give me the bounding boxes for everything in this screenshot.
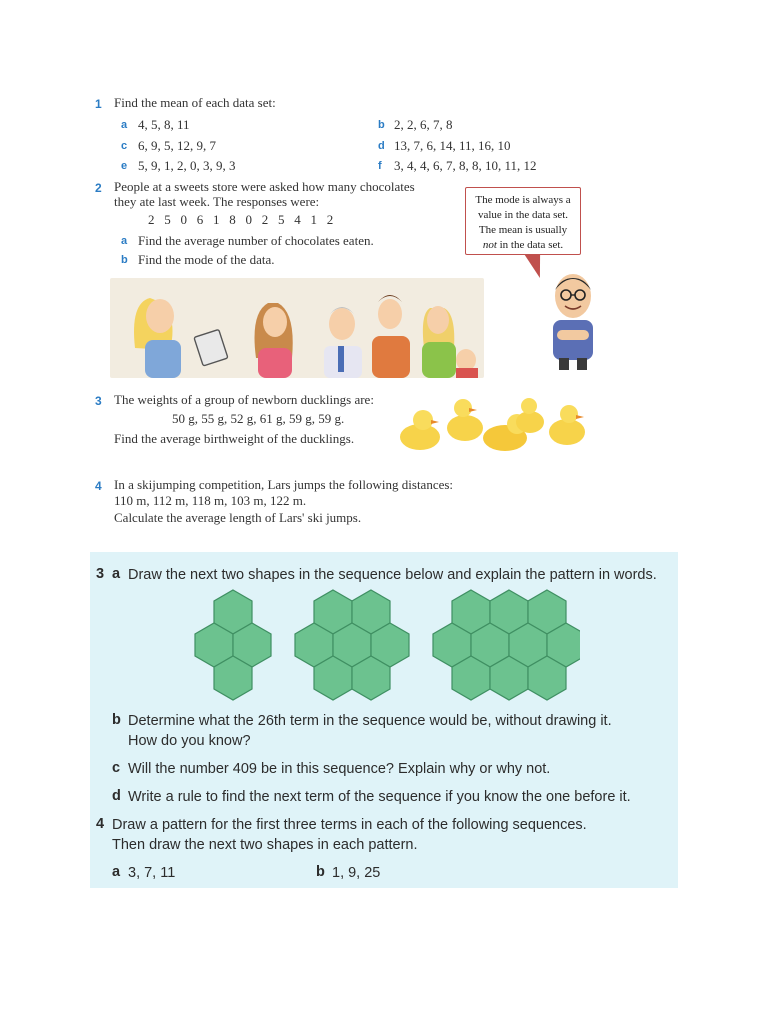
bubble-line2: value in the data set. [477, 209, 569, 221]
hexagon-shape-1 [195, 590, 271, 700]
ducklings-illustration [395, 392, 590, 454]
q1-c-text: 6, 9, 5, 12, 9, 7 [138, 138, 216, 153]
q1-b-text: 2, 2, 6, 7, 8 [394, 117, 453, 132]
panel-q3-a-text: Draw the next two shapes in the sequence below and explain the pattern in words. [128, 567, 657, 583]
panel-q3-a-letter: a [112, 566, 121, 582]
people-drawing [110, 278, 484, 378]
panel-q4-line1: Draw a pattern for the first three terms in each of the following sequences. [112, 817, 587, 833]
panel-q3-number: 3 [96, 566, 105, 582]
panel-q3-d-letter: d [112, 788, 121, 804]
hexagon-sequence [190, 588, 580, 708]
q2-b-text: Find the mode of the data. [138, 252, 275, 267]
q2-number: 2 [95, 181, 102, 195]
q1-d-text: 13, 7, 6, 14, 11, 16, 10 [394, 138, 511, 153]
hexagon-shape-3 [433, 590, 580, 700]
q2-b-letter: b [121, 254, 128, 266]
q1-b-letter: b [378, 119, 385, 131]
q3-line1: The weights of a group of newborn ducklings are: [114, 392, 374, 407]
q3-line3: Find the average birthweight of the ducklings. [114, 431, 355, 446]
q1-a-text: 4, 5, 8, 11 [138, 117, 190, 132]
panel-q3-b-line2: How do you know? [128, 733, 251, 749]
hexagon-shape-2 [295, 590, 409, 700]
panel-q3-c-text: Will the number 409 be in this sequence? Explain why or why not. [128, 761, 551, 777]
panel-q4-b-text: 1, 9, 25 [332, 865, 381, 881]
panel-q3-d-text: Write a rule to find the next term of the sequence if you know the one before it. [128, 789, 631, 805]
bubble-line4 [466, 238, 580, 253]
bubble-line4-rest: in the data set. [496, 239, 564, 251]
sequence-exercise-panel [90, 552, 678, 888]
q2-line2: they ate last week. The responses were: [114, 194, 320, 209]
q4-line1: In a skijumping competition, Lars jumps the following distances: [114, 477, 454, 492]
q1-prompt: Find the mean of each data set: [114, 95, 276, 110]
q4-number: 4 [95, 479, 102, 493]
q1-f-letter: f [378, 160, 382, 172]
panel-q3-b-letter: b [112, 712, 121, 728]
people-illustration [110, 278, 484, 378]
panel-q3-c-letter: c [112, 760, 121, 776]
panel-q4-number: 4 [96, 816, 105, 832]
speech-bubble [465, 187, 581, 255]
cartoon-boy-illustration [545, 268, 601, 372]
q1-e-text: 5, 9, 1, 2, 0, 3, 9, 3 [138, 158, 236, 173]
q4-line2: 110 m, 112 m, 118 m, 103 m, 122 m. [114, 493, 307, 508]
q1-f-text: 3, 4, 4, 6, 7, 8, 8, 10, 11, 12 [394, 158, 537, 173]
q1-number: 1 [95, 97, 102, 111]
panel-q4-a-letter: a [112, 864, 121, 880]
q2-line1: People at a sweets store were asked how many chocolates [114, 179, 415, 194]
panel-q3-b-line1: Determine what the 26th term in the sequence would be, without drawing it. [128, 713, 612, 729]
panel-q4-line2: Then draw the next two shapes in each pattern. [112, 837, 418, 853]
q1-d-letter: d [378, 140, 385, 152]
q1-c-letter: c [121, 140, 128, 152]
q4-line3: Calculate the average length of Lars' ski jumps. [114, 510, 362, 525]
q2-a-text: Find the average number of chocolates eaten. [138, 233, 374, 248]
panel-q4-b-letter: b [316, 864, 325, 880]
bubble-line1: The mode is always a [475, 194, 571, 206]
bubble-line3: The mean is usually [478, 224, 568, 236]
q2-data: 2 5 0 6 1 8 0 2 5 4 1 2 [148, 212, 334, 227]
bubble-emphasis: not [482, 239, 497, 251]
q2-a-letter: a [121, 235, 128, 247]
q1-e-letter: e [121, 160, 128, 172]
q3-number: 3 [95, 394, 102, 408]
panel-q4-a-text: 3, 7, 11 [128, 865, 176, 881]
q3-data: 50 g, 55 g, 52 g, 61 g, 59 g, 59 g. [172, 411, 345, 426]
q1-a-letter: a [121, 119, 128, 131]
